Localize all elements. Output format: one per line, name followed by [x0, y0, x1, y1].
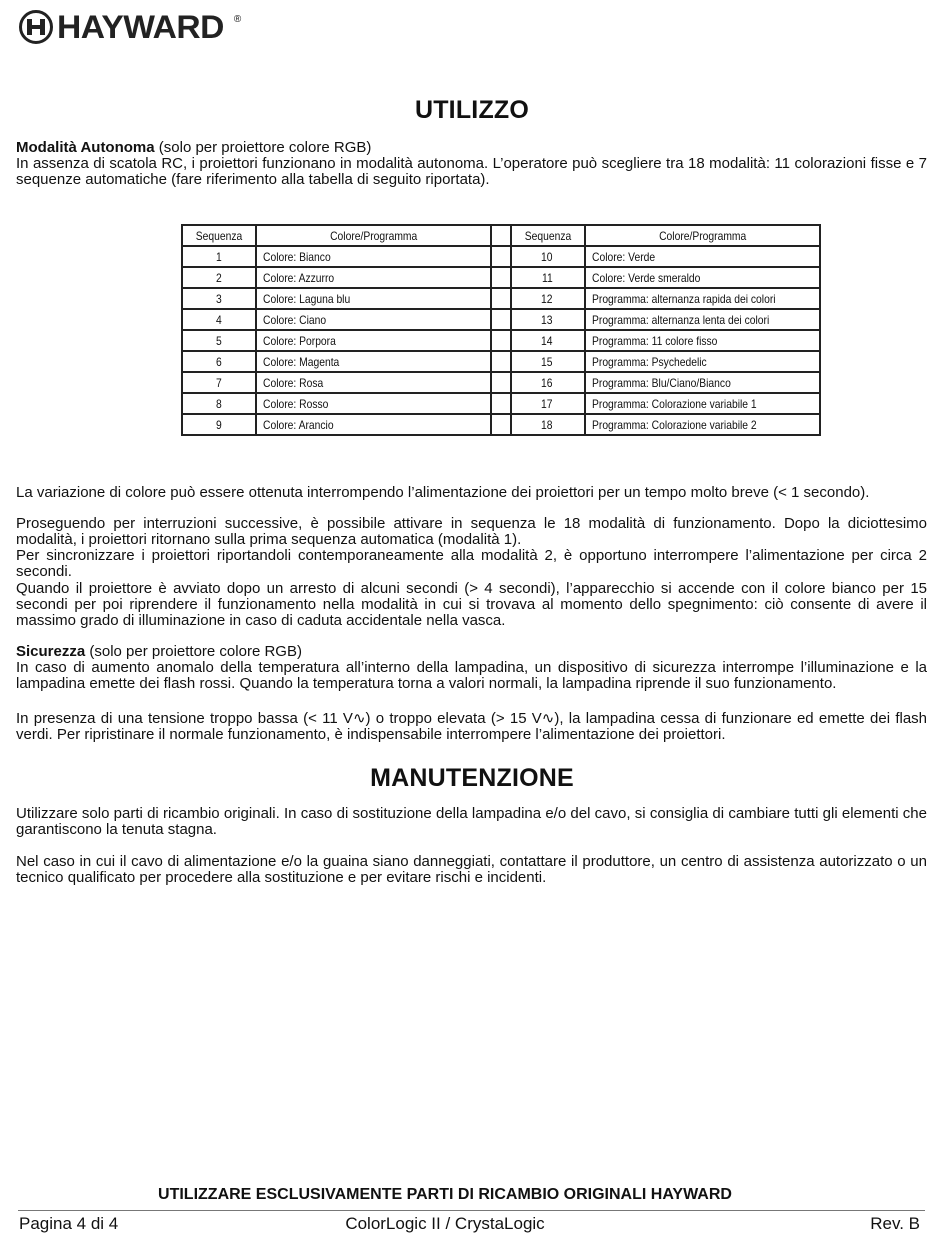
table-header-row	[182, 225, 820, 246]
table-row	[182, 393, 820, 414]
sequence-number-cell: 6	[182, 351, 256, 372]
sequence-number-cell: 16	[511, 372, 585, 393]
table-row	[182, 309, 820, 330]
sequence-number-cell: 9	[182, 414, 256, 435]
sequence-number-cell: 7	[182, 372, 256, 393]
footer-notice: UTILIZZARE ESCLUSIVAMENTE PARTI DI RICAMBIO ORIGINALI HAYWARD	[158, 1186, 732, 1203]
section-title-utilizzo: UTILIZZO	[414, 96, 530, 124]
sequence-number-cell: 10	[511, 246, 585, 267]
modes-table	[181, 224, 821, 436]
sequence-number-cell: 14	[511, 330, 585, 351]
color-program-cell: Colore: Magenta	[256, 351, 491, 372]
color-program-cell: Colore: Verde	[585, 246, 820, 267]
sequence-number-cell: 2	[182, 267, 256, 288]
sequence-number-cell: 5	[182, 330, 256, 351]
section-title-manutenzione: MANUTENZIONE	[370, 764, 574, 792]
sicurezza-paragraph	[16, 644, 927, 692]
color-program-cell: Programma: Colorazione variabile 2	[585, 414, 820, 435]
tensione-paragraph: In presenza di una tensione troppo bassa (< 11 V∿) o troppo elevata (> 15 V∿), la lampadina cessa di funzionare ed emette dei flash verdi. Per ripristinare il normale funzionamento, è indispensabile interrompere l’alimentazione dei proiettori.	[16, 710, 927, 743]
color-program-cell: Programma: Blu/Ciano/Bianco	[585, 372, 820, 393]
table-row	[182, 414, 820, 435]
table-gap	[491, 246, 511, 267]
sicurezza-note: (solo per proiettore colore RGB)	[85, 643, 302, 660]
sequence-number-cell: 11	[511, 267, 585, 288]
header-colore-left: Colore/Programma	[256, 225, 491, 246]
variazione-paragraph: La variazione di colore può essere ottenuta interrompendo l’alimentazione dei proiettori per un tempo molto breve (< 1 secondo).	[16, 484, 870, 501]
sequence-number-cell: 3	[182, 288, 256, 309]
footer-product: ColorLogic II / CrystaLogic	[345, 1214, 545, 1233]
brand-name: HAYWARD	[57, 8, 224, 45]
proseguendo-paragraph: Proseguendo per interruzioni successive, è possibile attivare in sequenza le 18 modalità di funzionamento. Dopo la diciottesimo modalità, i proiettori ritornano sulla prima sequenza automatica (modalità 1).	[16, 515, 927, 548]
sincronizzare-paragraph: Per sincronizzare i proiettori riportandoli contemporaneamente alla modalità 2, è opportuno interrompere l’alimentazione per circa 2 secondi.	[16, 547, 927, 580]
registered-mark: ®	[233, 13, 242, 25]
color-program-cell: Colore: Bianco	[256, 246, 491, 267]
header-colore-right: Colore/Programma	[585, 225, 820, 246]
modalita-autonoma-paragraph	[16, 140, 927, 188]
sicurezza-text: In caso di aumento anomalo della temperatura all’interno della lampadina, un dispositivo di sicurezza interrompe l’illuminazione e la lampadina emette dei flash rossi. Quando la temperatura torna a valori normali, la lampadina riprende il suo funzionamento.	[16, 659, 927, 692]
table-row	[182, 246, 820, 267]
sequence-number-cell: 8	[182, 393, 256, 414]
table-gap	[491, 225, 511, 246]
sicurezza-heading: Sicurezza	[16, 643, 86, 660]
table-row	[182, 267, 820, 288]
table-gap	[491, 372, 511, 393]
color-program-cell: Colore: Laguna blu	[256, 288, 491, 309]
table-row	[182, 372, 820, 393]
header-sequenza-right: Sequenza	[511, 225, 585, 246]
table-gap	[491, 309, 511, 330]
table-row	[182, 351, 820, 372]
footer-revision: Rev. B	[870, 1214, 920, 1233]
modalita-heading: Modalità Autonoma	[16, 139, 155, 156]
table-row	[182, 330, 820, 351]
sequence-number-cell: 13	[511, 309, 585, 330]
color-program-cell: Colore: Arancio	[256, 414, 491, 435]
header-sequenza-left: Sequenza	[182, 225, 256, 246]
sequence-number-cell: 4	[182, 309, 256, 330]
table-gap	[491, 330, 511, 351]
color-program-cell: Programma: alternanza rapida dei colori	[585, 288, 820, 309]
table-gap	[491, 393, 511, 414]
sequence-number-cell: 17	[511, 393, 585, 414]
color-program-cell: Colore: Rosso	[256, 393, 491, 414]
modalita-note: (solo per proiettore colore RGB)	[154, 139, 372, 156]
table-gap	[491, 288, 511, 309]
color-program-cell: Colore: Porpora	[256, 330, 491, 351]
modalita-text: In assenza di scatola RC, i proiettori funzionano in modalità autonoma. L’operatore può scegliere tra 18 modalità: 11 colorazioni fisse e 7 sequenze automatiche (fare riferimento alla tabella di seguito riportata).	[16, 155, 927, 188]
footer-divider	[18, 1210, 925, 1211]
table-row	[182, 288, 820, 309]
riavvio-paragraph: Quando il proiettore è avviato dopo un arresto di alcuni secondi (> 4 secondi), l’apparecchio si accende con il colore bianco per 15 secondi per poi riprendere il funzionamento nella modalità in cui si trovava al momento dello spegnimento: ciò consente di avere il massimo grado di illuminazione in caso di caduta accidentale nella vasca.	[16, 580, 927, 629]
hayward-logo	[19, 9, 241, 45]
color-program-cell: Programma: alternanza lenta dei colori	[585, 309, 820, 330]
cavo-paragraph: Nel caso in cui il cavo di alimentazione e/o la guaina siano danneggiati, contattare il produttore, un centro di assistenza autorizzato o un tecnico qualificato per procedere alla sostituzione e per evitare rischi e incidenti.	[16, 853, 927, 886]
color-program-cell: Colore: Azzurro	[256, 267, 491, 288]
sequence-number-cell: 18	[511, 414, 585, 435]
table-gap	[491, 351, 511, 372]
color-program-cell: Programma: Colorazione variabile 1	[585, 393, 820, 414]
color-program-cell: Colore: Verde smeraldo	[585, 267, 820, 288]
footer-page-number: Pagina 4 di 4	[19, 1214, 119, 1233]
table-gap	[491, 267, 511, 288]
color-program-cell: Colore: Rosa	[256, 372, 491, 393]
color-program-cell: Programma: Psychedelic	[585, 351, 820, 372]
table-gap	[491, 414, 511, 435]
sequence-number-cell: 15	[511, 351, 585, 372]
sequence-number-cell: 1	[182, 246, 256, 267]
color-program-cell: Programma: 11 colore fisso	[585, 330, 820, 351]
color-program-cell: Colore: Ciano	[256, 309, 491, 330]
hayward-emblem-icon	[19, 10, 53, 44]
ricambi-paragraph: Utilizzare solo parti di ricambio originali. In caso di sostituzione della lampadina e/o del cavo, si consiglia di cambiare tutti gli elementi che garantiscono la tenuta stagna.	[16, 805, 927, 838]
sequence-number-cell: 12	[511, 288, 585, 309]
